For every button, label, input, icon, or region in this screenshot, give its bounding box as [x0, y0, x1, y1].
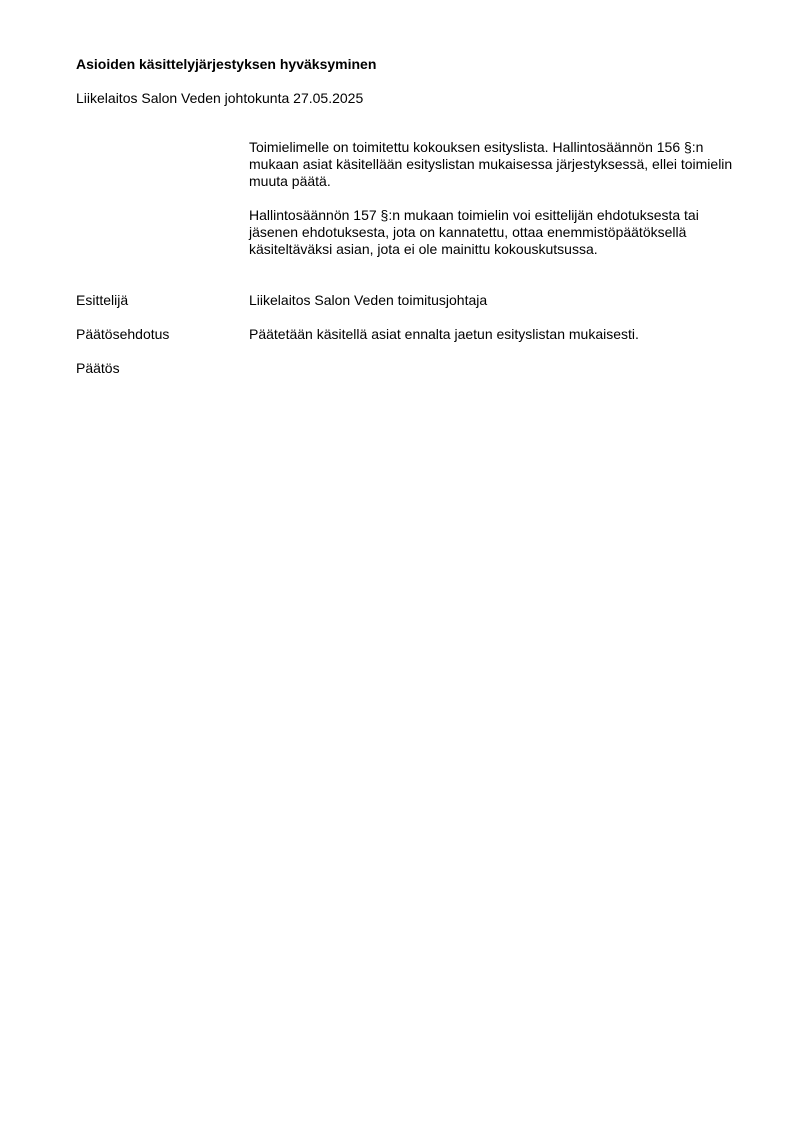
meeting-info: Liikelaitos Salon Veden johtokunta 27.05.2025: [76, 90, 364, 106]
body-paragraph-1: Toimielimelle on toimitettu kokouksen esityslista. Hallintosäännön 156 §:n mukaan asiat käsitellään esityslistan mukaisessa järjestyksessä, ellei toimielin muuta päätä.: [249, 139, 733, 189]
presenter-value: Liikelaitos Salon Veden toimitusjohtaja: [249, 292, 488, 308]
presenter-label: Esittelijä: [76, 292, 129, 308]
proposal-label: Päätösehdotus: [76, 326, 170, 342]
document-title: Asioiden käsittelyjärjestyksen hyväksyminen: [76, 56, 377, 72]
decision-label: Päätös: [76, 360, 120, 376]
proposal-value: Päätetään käsitellä asiat ennalta jaetun esityslistan mukaisesti.: [249, 326, 639, 342]
body-paragraph-2: Hallintosäännön 157 §:n mukaan toimielin voi esittelijän ehdotuksesta tai jäsenen ehdotuksesta, jota on kannatettu, ottaa enemmistöpäätöksellä käsiteltäväksi asian, jota ei ole mainittu kokouskutsussa.: [249, 207, 699, 257]
